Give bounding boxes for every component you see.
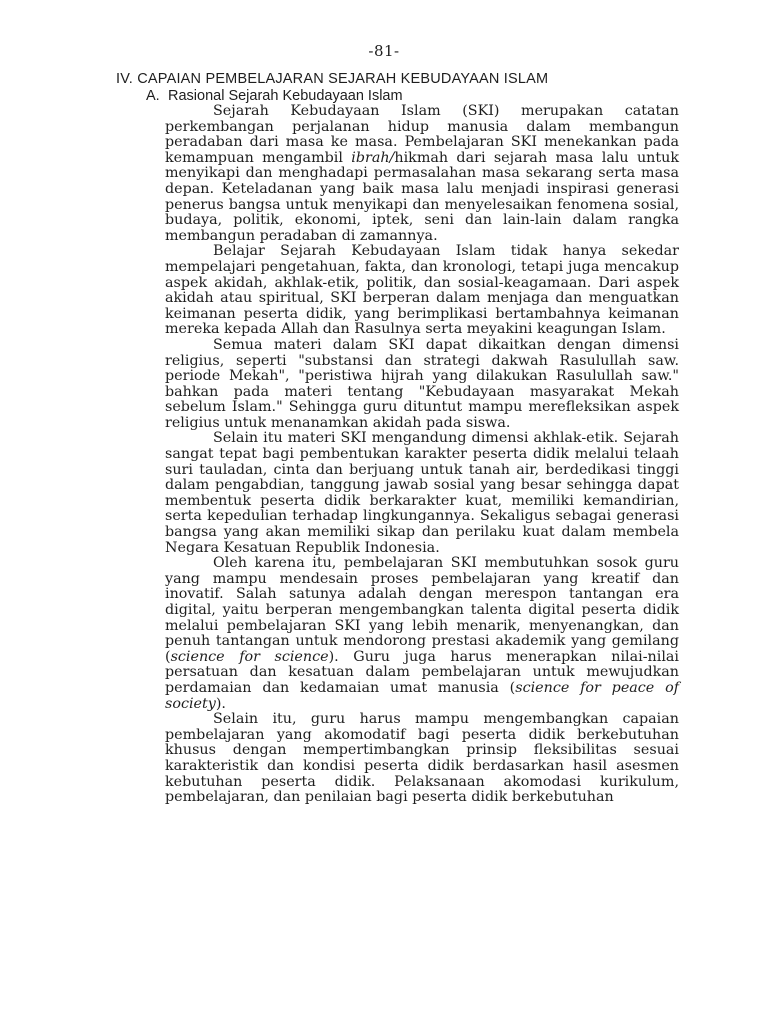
italic-term: ibrah/	[351, 149, 395, 166]
paragraph-text: Sejarah Kebudayaan Islam (SKI) merupakan catatan perkembangan perjalanan hidup manusia dalam membangun peradaban dari masa ke masa. Pembelajaran SKI menekankan pada kemampuan mengambil	[165, 103, 679, 166]
paragraph-5	[165, 556, 679, 712]
paragraph-6	[165, 712, 679, 806]
paragraph-text: Selain itu, guru harus mampu mengembangkan capaian pembelajaran yang akomodatif bagi peserta didik berkebutuhan khusus dengan mempertimbangkan prinsip fleksibilitas sesuai karakteristik dan kondisi peserta didik berdasarkan hasil asesmen kebutuhan peserta didik. Pelaksanaan akomodasi kurikulum, pembelajaran, dan penilaian bagi peserta didik berkebutuhan	[165, 711, 679, 806]
paragraph-text: ).	[215, 695, 226, 712]
paragraph-1	[165, 104, 679, 244]
section-title: CAPAIAN PEMBELAJARAN SEJARAH KEBUDAYAAN ISLAM	[137, 71, 549, 87]
subsection-marker: A.	[146, 88, 160, 104]
paragraph-text: Selain itu materi SKI mengandung dimensi akhlak-etik. Sejarah sangat tepat bagi pembentukan karakter peserta didik melalui telaah suri tauladan, cinta dan berjuang untuk tanah air, berdedikasi tinggi dalam pengabdian, tanggung jawab sosial yang besar sehingga dapat membentuk peserta didik berkarakter kuat, memiliki kemandirian, serta kepedulian terhadap lingkungannya. Sekaligus sebagai generasi bangsa yang akan memiliki sikap dan perilaku kuat dalam membela Negara Kesatuan Republik Indonesia.	[165, 430, 679, 556]
paragraph-text: Oleh karena itu, pembelajaran SKI membutuhkan sosok guru yang mampu mendesain proses pembelajaran yang kreatif dan inovatif. Salah satunya adalah dengan merespon tantangan era digital, yaitu berperan mengembangkan talenta digital peserta didik melalui pembelajaran SKI yang lebih menarik, menyenangkan, dan penuh tantangan untuk mendorong prestasi akademik yang gemilang (	[165, 555, 679, 665]
paragraph-text: ). Guru juga harus menerapkan nilai-nilai persatuan dan kesatuan dalam pembelajaran untuk mewujudkan perdamaian dan kedamaian umat manusia (	[165, 648, 679, 696]
italic-term: science for science	[170, 648, 329, 665]
paragraph-text: hikmah dari sejarah masa lalu untuk menyikapi dan menghadapi permasalahan masa sekarang serta masa depan. Keteladanan yang baik masa lalu menjadi inspirasi generasi penerus bangsa untuk menyikapi dan menyelesaikan fenomena sosial, budaya, politik, ekonomi, iptek, seni dan lain-lain dalam rangka membangun peradaban di zamannya.	[165, 149, 679, 244]
body-text	[165, 104, 679, 806]
subsection-title: Rasional Sejarah Kebudayaan Islam	[168, 88, 403, 104]
paragraph-text: Semua materi dalam SKI dapat dikaitkan dengan dimensi religius, seperti "substansi dan strategi dakwah Rasulullah saw. periode Mekah", "peristiwa hijrah yang dilakukan Rasulullah saw." bahkan pada materi tentang "Kebudayaan masyarakat Mekah sebelum Islam." Sehingga guru dituntut mampu merefleksikan aspek religius untuk menanamkan akidah pada siswa.	[165, 336, 679, 431]
subsection-heading	[146, 88, 403, 104]
paragraph-text: Belajar Sejarah Kebudayaan Islam tidak hanya sekedar mempelajari pengetahuan, fakta, dan kronologi, tetapi juga mencakup aspek akidah, akhlak-etik, politik, dan sosial-keagamaan. Dari aspek akidah atau spiritual, SKI berperan dalam menjaga dan menguatkan keimanan peserta didik, yang berimplikasi bertambahnya keimanan mereka kepada Allah dan Rasulnya serta meyakini keagungan Islam.	[165, 243, 679, 338]
paragraph-3	[165, 338, 679, 432]
section-number: IV.	[116, 71, 133, 87]
paragraph-2	[165, 244, 679, 338]
page-number: -81-	[368, 42, 400, 60]
paragraph-4	[165, 431, 679, 556]
section-heading	[116, 71, 548, 87]
italic-term: science for peace of society	[165, 679, 679, 712]
